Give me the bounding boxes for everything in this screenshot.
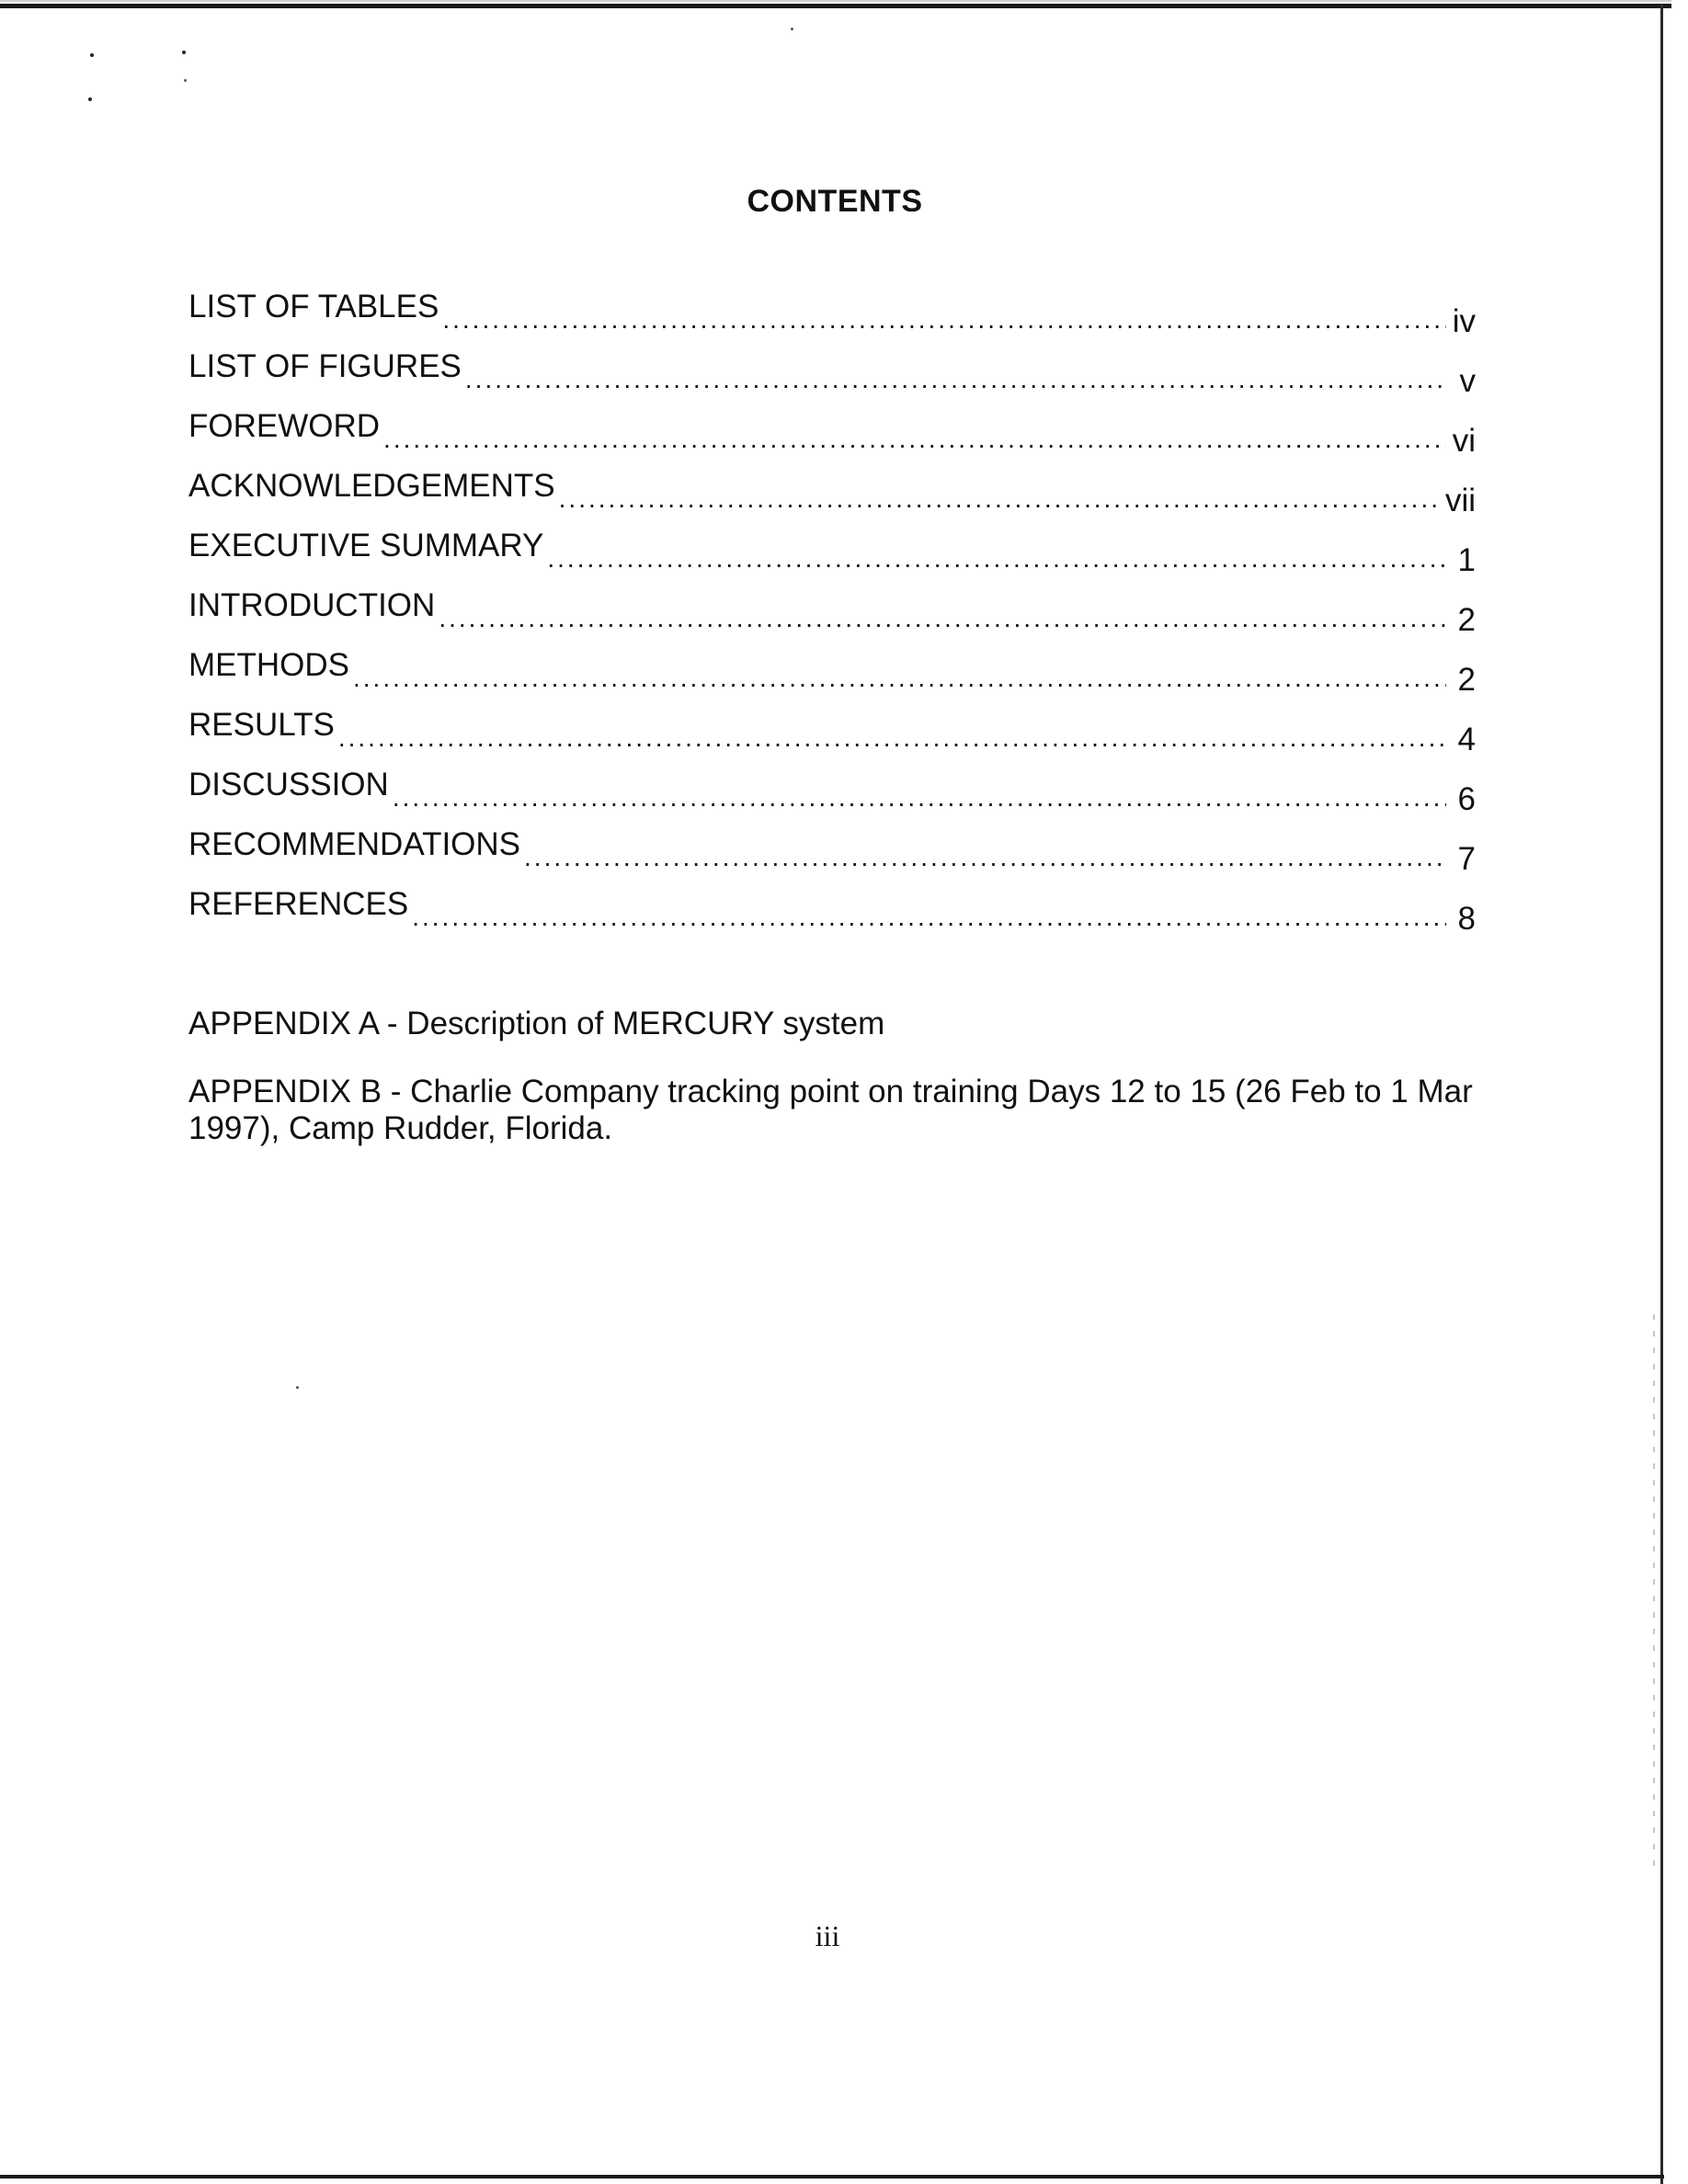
toc-entry-label: FOREWORD	[188, 408, 381, 444]
toc-entry-page: 8	[1457, 901, 1476, 937]
dot-leader	[412, 904, 1446, 930]
appendix-b-entry[interactable]: APPENDIX B - Charlie Company tracking point on training Days 12 to 15 (26 Feb to 1 Mar 1997), Camp Rudder, Florida.	[188, 1074, 1473, 1146]
toc-entry[interactable]	[188, 649, 1476, 709]
toc-entry-label: RESULTS	[188, 707, 335, 743]
toc-entry-label: ACKNOWLEDGEMENTS	[188, 468, 555, 504]
toc-entry-page: 4	[1457, 722, 1476, 757]
table-of-contents	[188, 290, 1476, 948]
toc-entry-page: v	[1459, 363, 1476, 399]
toc-entry[interactable]	[188, 768, 1476, 828]
toc-entry-page: 6	[1457, 781, 1476, 817]
dot-leader	[353, 665, 1446, 691]
toc-entry-label: INTRODUCTION	[188, 587, 436, 623]
toc-entry[interactable]	[188, 410, 1476, 470]
toc-entry[interactable]	[188, 529, 1476, 589]
toc-entry-label: EXECUTIVE SUMMARY	[188, 528, 544, 563]
dot-leader	[524, 845, 1446, 870]
toc-entry[interactable]	[188, 828, 1476, 888]
scan-edge-bottom	[0, 2175, 1664, 2178]
scan-speck	[90, 53, 94, 57]
toc-entry-page: 1	[1457, 542, 1476, 578]
toc-entry[interactable]	[188, 470, 1476, 529]
scan-speck	[182, 51, 186, 54]
toc-entry[interactable]	[188, 350, 1476, 410]
scan-edge-right-faint	[1653, 1314, 1655, 1866]
dot-leader	[383, 427, 1446, 452]
toc-entry-page: iv	[1452, 303, 1476, 339]
toc-entry-label: METHODS	[188, 647, 349, 683]
dot-leader	[442, 307, 1446, 333]
toc-entry[interactable]	[188, 888, 1476, 948]
toc-entry[interactable]	[188, 709, 1476, 768]
scan-speck	[791, 28, 793, 30]
scan-edge-top-faint	[0, 0, 1671, 2]
dot-leader	[439, 606, 1446, 631]
toc-entry-label: DISCUSSION	[188, 767, 389, 802]
page-title: CONTENTS	[747, 184, 923, 219]
toc-entry-page: 2	[1457, 662, 1476, 698]
dot-leader	[393, 785, 1446, 811]
dot-leader	[338, 725, 1446, 751]
toc-entry-label: LIST OF FIGURES	[188, 348, 462, 384]
appendix-a-entry[interactable]: APPENDIX A - Description of MERCURY system	[188, 1006, 885, 1041]
toc-entry-label: REFERENCES	[188, 886, 409, 922]
toc-entry[interactable]	[188, 290, 1476, 350]
toc-entry-page: vi	[1452, 423, 1476, 459]
toc-entry-page: 7	[1457, 841, 1476, 877]
scan-edge-top	[0, 4, 1671, 8]
toc-entry-page: 2	[1457, 602, 1476, 638]
page-number: iii	[815, 1919, 840, 1952]
dot-leader	[559, 486, 1442, 512]
toc-entry-page: vii	[1444, 483, 1476, 518]
scan-speck	[184, 79, 187, 82]
toc-entry-label: LIST OF TABLES	[188, 289, 439, 324]
toc-entry[interactable]	[188, 589, 1476, 649]
scan-speck	[296, 1386, 299, 1389]
dot-leader	[547, 546, 1446, 572]
toc-entry-label: RECOMMENDATIONS	[188, 826, 521, 862]
dot-leader	[465, 367, 1446, 392]
scan-edge-right	[1660, 4, 1663, 2184]
scan-speck	[88, 97, 92, 101]
